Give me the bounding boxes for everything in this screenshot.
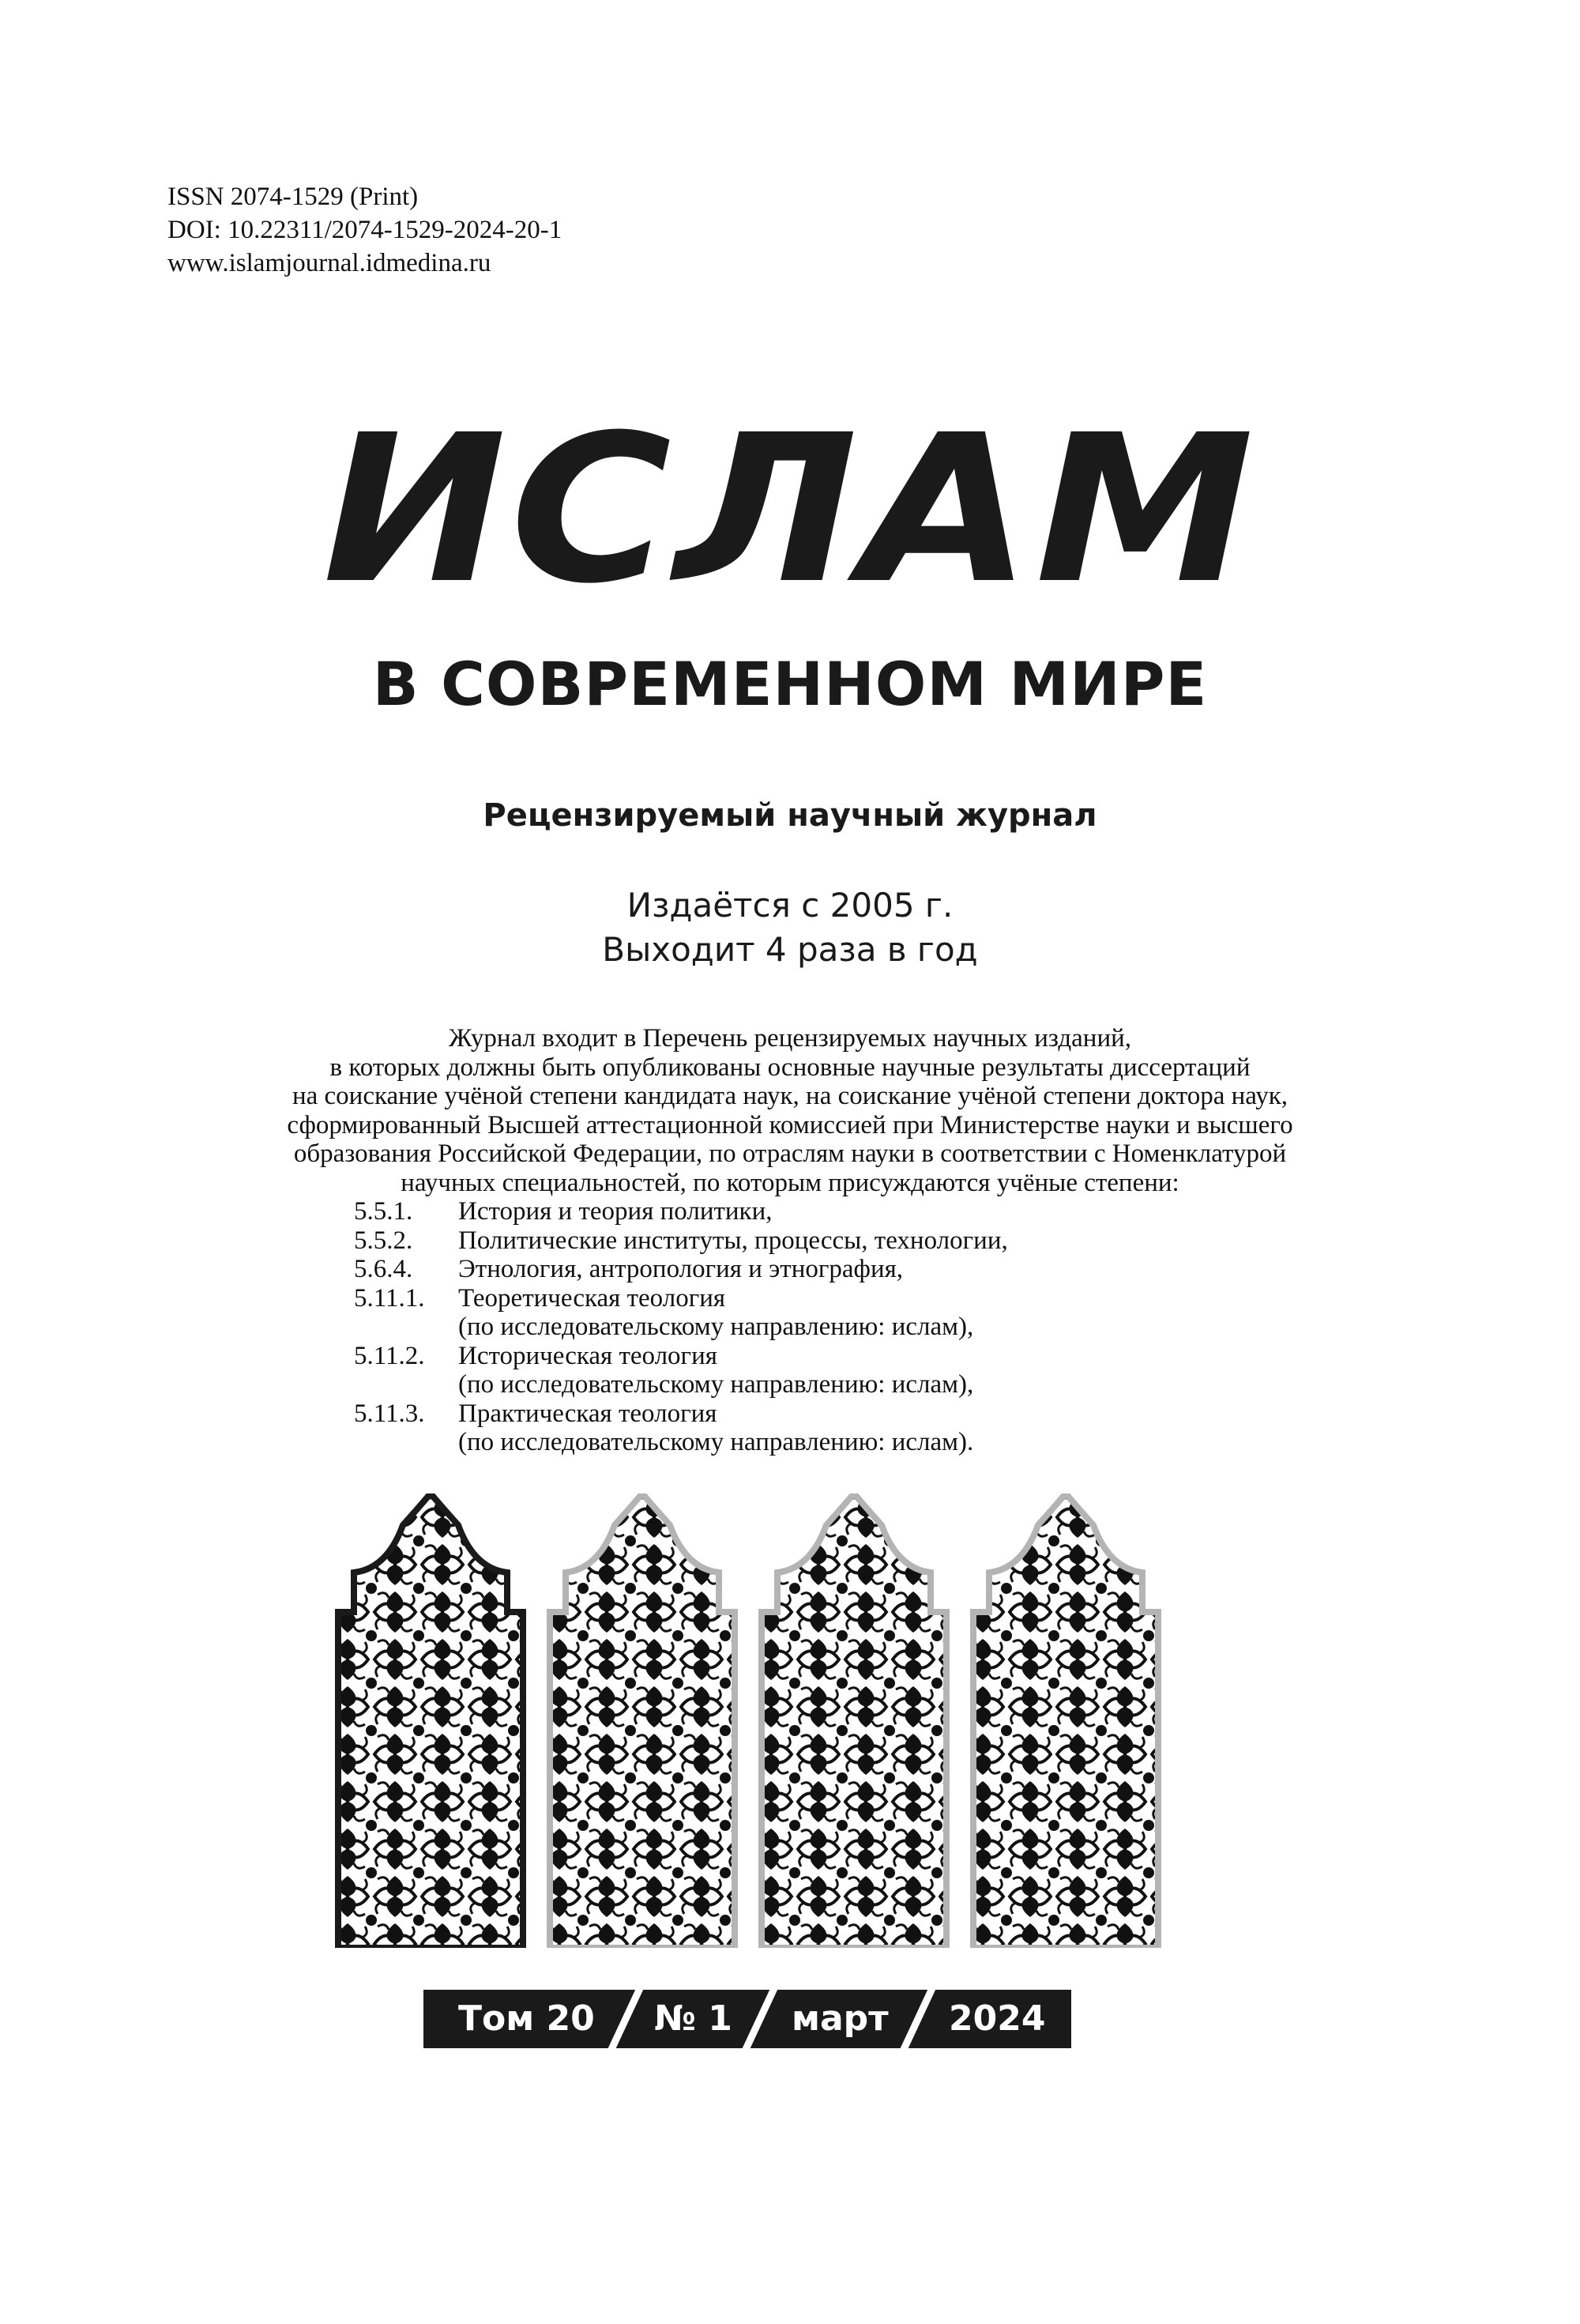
arch-panel-3: [747, 1493, 961, 1948]
specialty-list: [354, 1197, 1008, 1457]
specialty-item: [354, 1255, 1008, 1284]
specialty-item: [354, 1284, 1008, 1313]
doi: DOI: 10.22311/2074-1529-2024-20-1: [167, 216, 562, 244]
issue-month: март: [792, 1998, 889, 2039]
specialty-note: (по исследовательскому направлению: ислам),: [458, 1370, 974, 1399]
specialty-code: 5.11.3.: [354, 1399, 425, 1428]
journal-title: ИСЛАМ: [322, 391, 1258, 628]
arch-panel-2: [536, 1493, 749, 1948]
description-line: на соискание учёной степени кандидата наук, на соискание учёной степени доктора наук,: [292, 1082, 1288, 1110]
arabesque-arch-panels-icon: [324, 1493, 1177, 1948]
specialty-code: 5.6.4.: [354, 1255, 413, 1283]
separator-slash: [739, 1990, 780, 2048]
specialty-name: Политические институты, процессы, технологии,: [458, 1226, 1008, 1255]
frequency: Выходит 4 раза в год: [602, 930, 978, 969]
specialty-item: [354, 1197, 1008, 1226]
issue-number: № 1: [654, 1998, 732, 2039]
specialty-item: [354, 1399, 1008, 1429]
specialty-item: [354, 1342, 1008, 1371]
separator-slash: [604, 1990, 645, 2048]
published-since: Издаётся с 2005 г.: [626, 886, 954, 925]
journal-url: www.islamjournal.idmedina.ru: [167, 249, 491, 277]
specialty-code: 5.5.1.: [354, 1197, 413, 1226]
issue-year: 2024: [949, 1998, 1046, 2039]
description-line: сформированный Высшей аттестационной комиссией при Министерстве науки и высшего: [287, 1110, 1293, 1139]
peer-reviewed-label: Рецензируемый научный журнал: [483, 797, 1097, 834]
specialty-name: История и теория политики,: [458, 1197, 773, 1226]
specialty-code: 5.11.1.: [354, 1283, 425, 1313]
specialty-name: Теоретическая теология: [458, 1283, 726, 1313]
issue-volume: Том 20: [458, 1998, 595, 2039]
arch-panel-4: [959, 1493, 1172, 1948]
arch-panel-1: [324, 1493, 537, 1948]
specialty-name: Практическая теология: [458, 1399, 717, 1428]
description-line: Журнал входит в Перечень рецензируемых научных изданий,: [448, 1024, 1132, 1053]
issue-info-bar: [423, 1990, 1071, 2048]
separator-slash: [897, 1990, 938, 2048]
description-line: научных специальностей, по которым присуждаются учёные степени:: [401, 1168, 1179, 1197]
specialty-name: Историческая теология: [458, 1341, 717, 1370]
specialty-code: 5.5.2.: [354, 1226, 413, 1255]
publication-meta: [167, 180, 562, 280]
issn: ISSN 2074-1529 (Print): [167, 183, 419, 211]
specialty-note: (по исследовательскому направлению: ислам).: [458, 1428, 974, 1456]
journal-subtitle: В СОВРЕМЕННОМ МИРЕ: [372, 649, 1208, 719]
specialty-note: (по исследовательскому направлению: ислам),: [458, 1313, 974, 1341]
specialty-item: [354, 1226, 1008, 1256]
vak-description: [0, 1024, 1580, 1197]
publication-info: [0, 883, 1580, 972]
description-line: образования Российской Федерации, по отраслям науки в соответствии с Номенклатурой: [293, 1139, 1287, 1168]
description-line: в которых должны быть опубликованы основные научные результаты диссертаций: [329, 1053, 1251, 1082]
specialty-name: Этнология, антропология и этнография,: [458, 1255, 904, 1283]
specialty-code: 5.11.2.: [354, 1341, 425, 1370]
